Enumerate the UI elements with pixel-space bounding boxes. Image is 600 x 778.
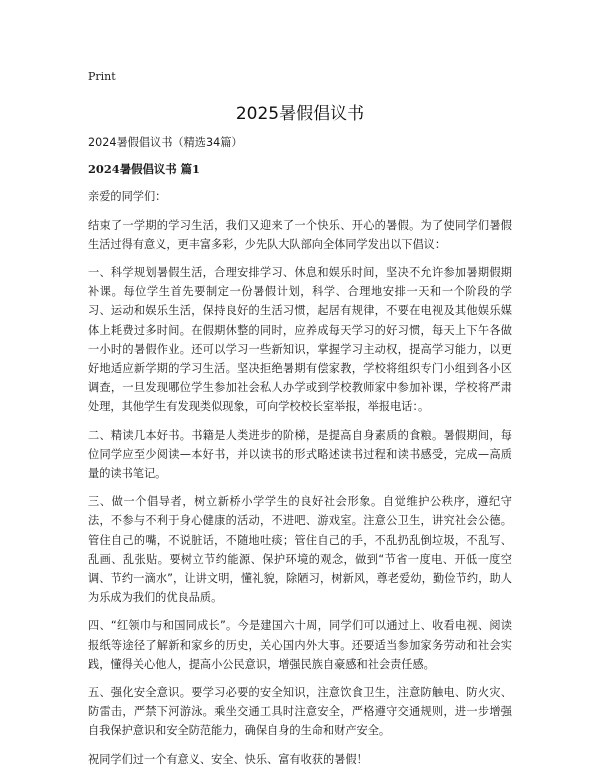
paragraph-item-4: 四、“红领巾与和国同成长”。今是建国六十周，同学们可以通过上、收看电视、阅读报纸等途径了解新和家乡的历史，关心国内外大事。还要适当参加家务劳动和社会实践，懂得关心他人，提高小公民意识，增强民族自豪感和社会责任感。 <box>88 619 512 671</box>
document-subtitle: 2024暑假倡议书（精选34篇） <box>88 136 243 149</box>
paragraph-item-3: 三、做一个倡导者，树立新桥小学学生的良好社会形象。自觉维护公秩序，遵纪守法，不参与不利于身心健康的活动，不进吧、游戏室。注意公卫生，讲究社会公德。管住自己的嘴，不说脏话，不随地吐痰；管住自己的手，不乱扔乱倒垃圾，不乱写、乱画、乱张贴。要树立节约能源、保护环境的观念，做到“节省一度电、开低一度空调、节约一滴水”，让讲文明，懂礼貌，除陋习，树新风，尊老爱幼，勤俭节约，助人为乐成为我们的优良品质。 <box>88 495 512 605</box>
greeting: 亲爱的同学们： <box>88 190 167 204</box>
print-link[interactable]: Print <box>88 70 116 83</box>
paragraph-item-1: 一、科学规划暑假生活，合理安排学习、休息和娱乐时间，坚决不允许参加暑期假期补课。每位学生首先要制定一份暑假计划，科学、合理地安排一天和一个阶段的学习、运动和娱乐生活，保持良好的生活习惯，起居有规律，不要在电视及其他娱乐媒体上耗费过多时间。在假期休整的同时，应养成每天学习的好习惯，每天上下午各做一小时的暑假作业。还可以学习一些新知识，掌握学习主动权，提高学习能力，以更好地适应新学期的学习生活。坚决拒绝暑期有偿家教，学校将组织专门小组到各小区调查，一旦发现哪位学生参加社会私人办学或到学校教师家中参加补课，学校将严肃处理，其他学生有发现类似现象，可向学校校长室举报，举报电话：。 <box>88 266 512 414</box>
paragraph-item-2: 二、精读几本好书。书籍是人类进步的阶梯，是提高自身素质的食粮。暑假期间，每位同学应至少阅读—本好书，并以读书的形式略述读书过程和读书感受，完成—高质量的读书笔记。 <box>88 428 512 481</box>
section-heading: 2024暑假倡议书 篇1 <box>88 162 200 177</box>
page-title: 2025暑假倡议书 <box>235 104 365 124</box>
paragraph-item-5: 五、强化安全意识。要学习必要的安全知识，注意饮食卫生，注意防触电、防火灾、防雷击，严禁下河游泳。乘坐交通工具时注意安全，严格遵守交通规则，进一步增强自我保护意识和安全防范能力，确保自身的生命和财产安全。 <box>88 686 512 738</box>
paragraph-intro: 结束了一学期的学习生活，我们又迎来了一个快乐、开心的暑假。为了使同学们暑假生活过得有意义，更丰富多彩，少先队大队部向全体同学发出以下倡议： <box>88 218 512 251</box>
document-body <box>88 133 512 778</box>
paragraph-closing: 祝同学们过一个有意义、安全、快乐、富有收获的暑假！ <box>88 752 368 766</box>
